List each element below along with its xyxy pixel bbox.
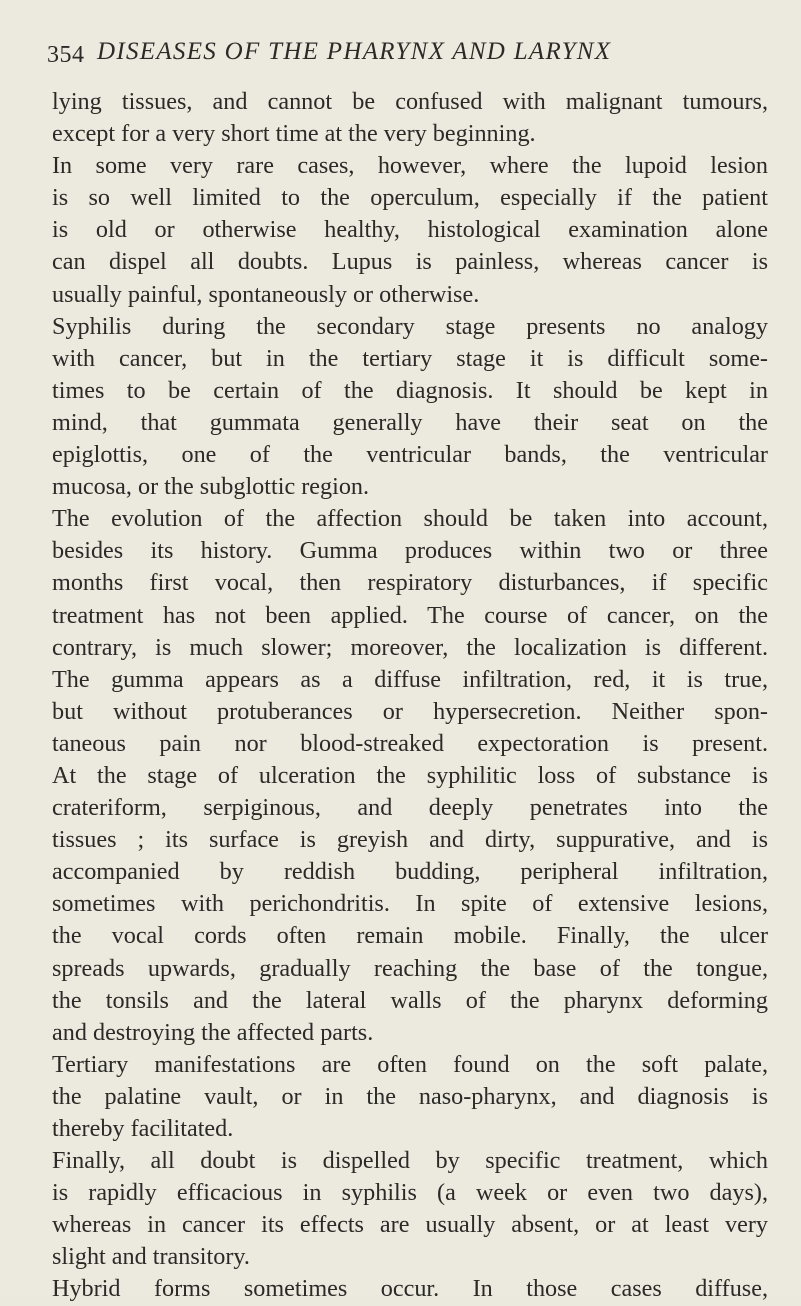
text-line: tissues ; its surface is greyish and dirty, suppurative, and is <box>52 826 768 854</box>
text-line: with cancer, but in the tertiary stage it is difficult some- <box>52 344 768 372</box>
text-line: slight and transitory. <box>52 1243 250 1271</box>
text-line: At the stage of ulceration the syphilitic loss of substance is <box>52 761 768 789</box>
text-line: Hybrid forms sometimes occur. In those cases diffuse, <box>52 1275 768 1303</box>
body-text <box>52 86 768 1306</box>
text-line: Finally, all doubt is dispelled by specific treatment, which <box>52 1147 768 1175</box>
text-line: can dispel all doubts. Lupus is painless, whereas cancer is <box>52 248 768 276</box>
text-line: whereas in cancer its effects are usually absent, or at least very <box>52 1211 768 1239</box>
running-title: DISEASES OF THE PHARYNX AND LARYNX <box>97 38 612 65</box>
text-line: contrary, is much slower; moreover, the localization is different. <box>52 633 768 661</box>
page-number: 354 <box>47 42 85 68</box>
page-header <box>47 38 767 74</box>
text-line: thereby facilitated. <box>52 1115 234 1142</box>
text-line: usually painful, spontaneously or otherwise. <box>52 280 480 308</box>
text-line: but without protuberances or hypersecretion. Neither spon- <box>52 697 768 725</box>
text-line: is so well limited to the operculum, especially if the patient <box>52 184 768 212</box>
text-line: taneous pain nor blood-streaked expectoration is present. <box>52 729 768 757</box>
text-line: months first vocal, then respiratory disturbances, if specific <box>52 569 768 597</box>
text-line: The evolution of the affection should be taken into account, <box>52 505 768 533</box>
text-line: sometimes with perichondritis. In spite of extensive lesions, <box>52 890 768 918</box>
text-line: epiglottis, one of the ventricular bands, the ventricular <box>52 441 768 469</box>
text-line: mind, that gummata generally have their seat on the <box>52 408 768 436</box>
text-line: is old or otherwise healthy, histological examination alone <box>52 216 768 244</box>
text-line: The gumma appears as a diffuse infiltration, red, it is true, <box>52 665 768 693</box>
text-line: besides its history. Gumma produces within two or three <box>52 537 768 565</box>
text-line: and destroying the affected parts. <box>52 1018 374 1046</box>
text-line: times to be certain of the diagnosis. It should be kept in <box>52 376 768 404</box>
text-line: In some very rare cases, however, where the lupoid lesion <box>52 152 768 180</box>
text-line: crateriform, serpiginous, and deeply penetrates into the <box>52 794 768 822</box>
text-line: accompanied by reddish budding, peripheral infiltration, <box>52 858 768 886</box>
text-line: the tonsils and the lateral walls of the pharynx deforming <box>52 986 768 1014</box>
text-line: lying tissues, and cannot be confused with malignant tumours, <box>52 88 768 115</box>
text-line: is rapidly efficacious in syphilis (a week or even two days), <box>52 1179 768 1207</box>
text-line: mucosa, or the subglottic region. <box>52 473 370 501</box>
text-line: Syphilis during the secondary stage presents no analogy <box>52 312 768 340</box>
text-line: the palatine vault, or in the naso-pharynx, and diagnosis is <box>52 1082 768 1110</box>
text-line: the vocal cords often remain mobile. Finally, the ulcer <box>52 922 768 950</box>
text-line: except for a very short time at the very beginning. <box>52 120 536 148</box>
text-line: spreads upwards, gradually reaching the base of the tongue, <box>52 954 768 982</box>
text-line: treatment has not been applied. The course of cancer, on the <box>52 601 768 629</box>
text-line: Tertiary manifestations are often found on the soft palate, <box>52 1050 768 1078</box>
